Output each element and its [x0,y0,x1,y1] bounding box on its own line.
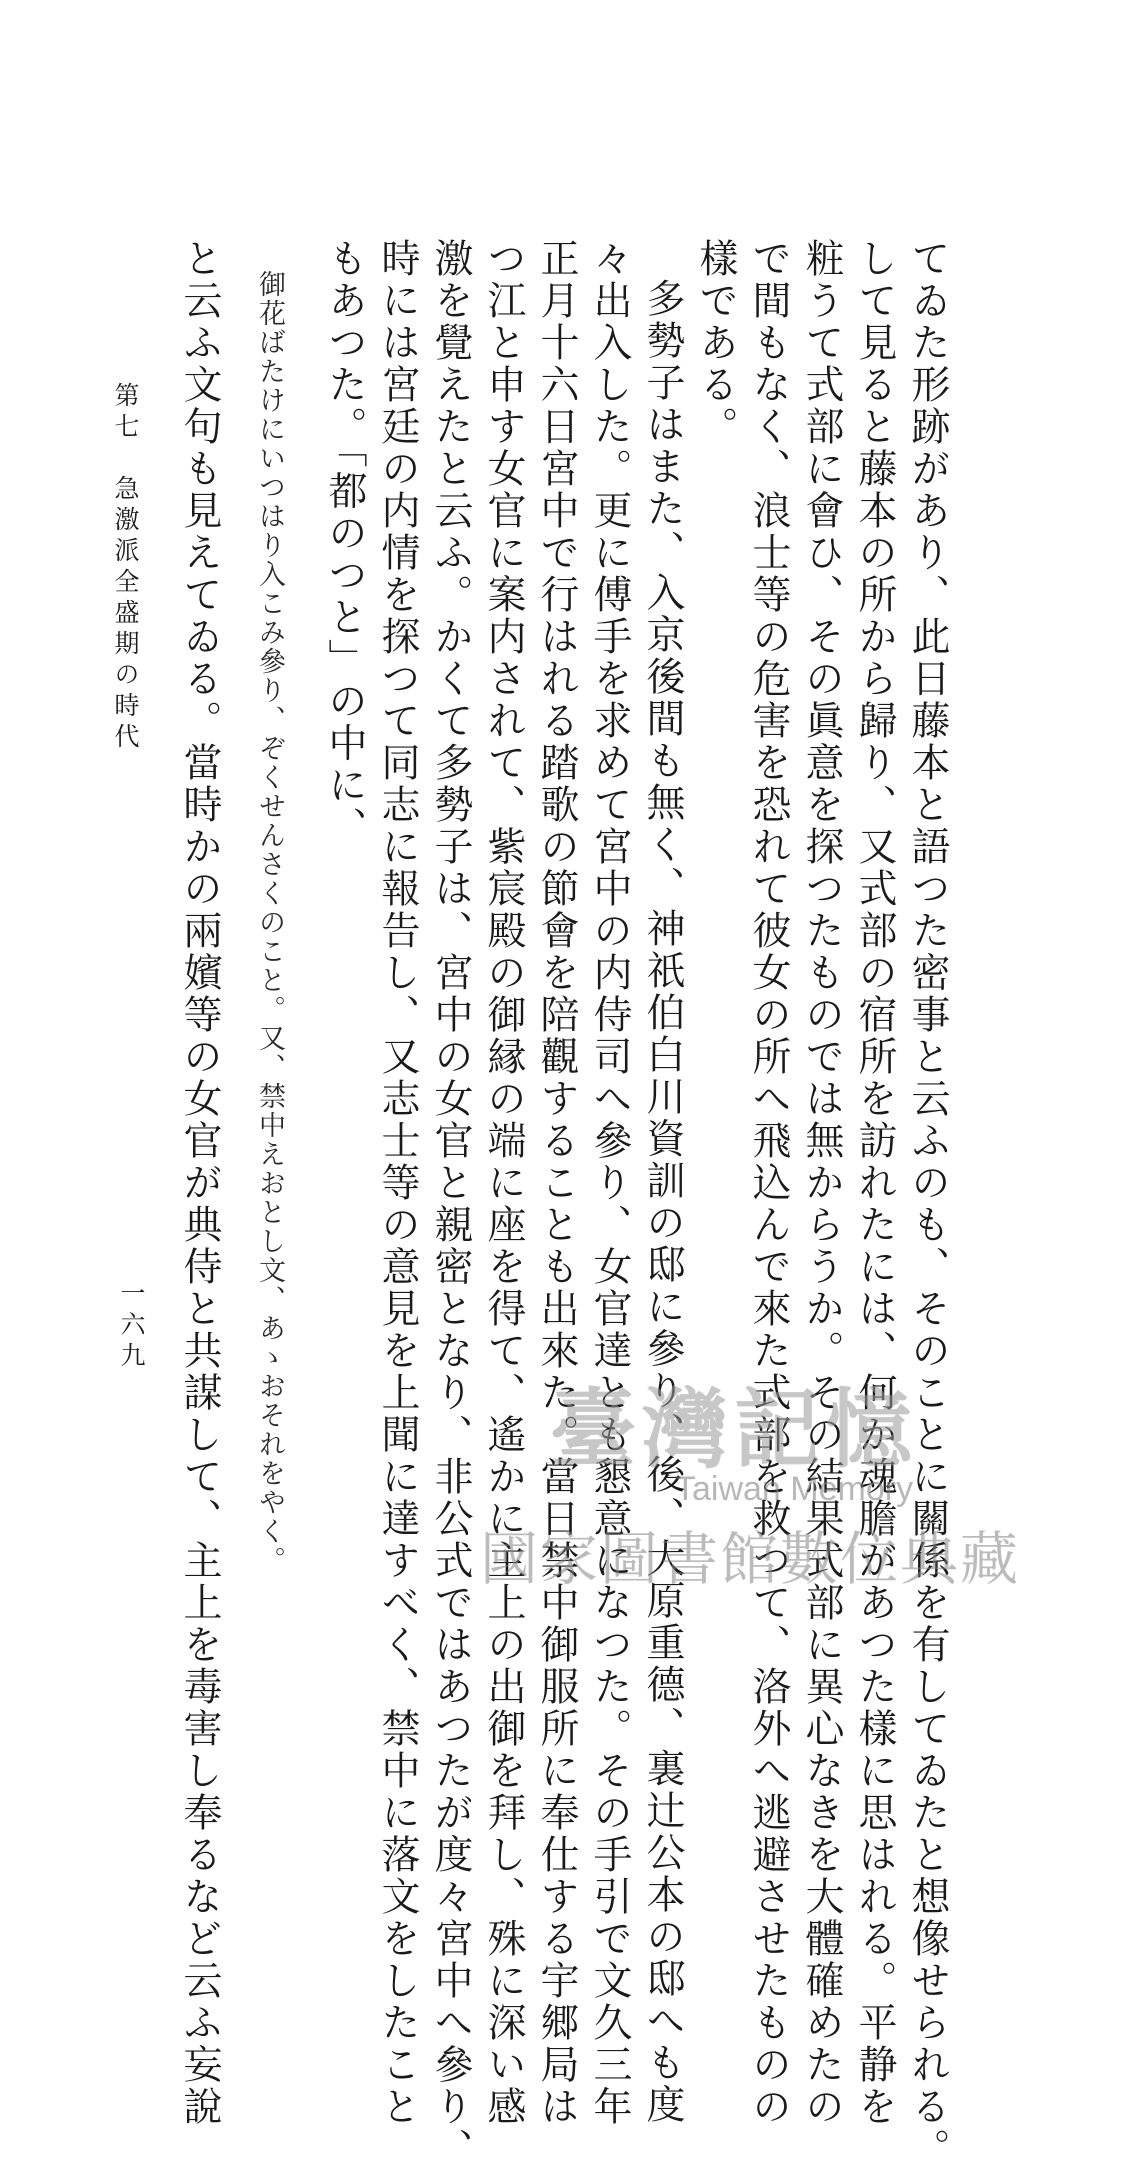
body-column-3: 粧うて式部に會ひ、その眞意を探つたものでは無からうか。その結果式部に異心なきを大體確めたの [799,238,844,2128]
quoted-note-column: 御花ばたけにいつはり入こみ參り、ぞくせんさくのこと。又、禁中えおとし文、あゝおそれをやく。 [254,270,285,1575]
body-column-4: で間もなく、浪士等の危害を恐れて彼女の所へ飛込んで來た式部を救つて、洛外へ逃避させたものの [746,238,791,2128]
body-column-11: 時には宮廷の内情を探つて同志に報告し、又志士等の意見を上聞に達すべく、禁中に落文をしたこと [375,238,420,2128]
page-number: 一六九 [117,1280,146,1373]
body-column-12: もあつた。「都のつと」の中に、 [322,238,367,849]
watermark-chinese-logo: 臺灣記憶 [550,1379,918,1480]
watermark-library-name: 國家圖書館數位典藏 [480,1527,1021,1592]
body-column-8: 正月十六日宮中で行はれる踏歌の節會を陪觀することも出來た。當日禁中御服所に奉仕する宇郷局は [534,238,579,2128]
body-column-10: 激を覺えたと云ふ。かくて多勢子は、宮中の女官と親密となり、非公式ではあつたが度々宮中へ參り、 [428,238,473,2170]
body-column-2: して見ると藤本の所から歸り、又式部の宿所を訪れたには、何か魂膽があつた樣に思はれる。平静を [852,238,897,2128]
body-column-9: つ江と申す女官に案内されて、紫宸殿の御縁の端に座を得て、遙かに主上の出御を拜し、殊に深い感 [481,238,526,2128]
running-header: 第七 急激派全盛期の時代 [111,382,140,754]
body-column-5: 樣である。 [693,238,738,448]
watermark-english-text: Taiwan Memory [675,1470,914,1508]
body-column-1: てゐた形跡があり、此日藤本と語つた密事と云ふのも、そのことに關係を有してゐたと想像せられる。 [905,238,950,2170]
library-watermark [480,1360,1080,1610]
body-column-6: 多勢子はまた、入京後間も無く、神祇伯白川資訓の邸に參り、後、大原重德、裏辻公本の邸へも度 [640,278,685,2126]
body-column-7: 々出入した。更に傅手を求めて宮中の内侍司へ參り、女官達とも懇意になつた。その手引で文久三年 [587,238,632,2128]
body-column-closing: と云ふ文句も見えてゐる。當時かの兩嬪等の女官が典侍と共謀して、主上を毒害し奉るなど云ふ妄說 [177,238,222,2128]
